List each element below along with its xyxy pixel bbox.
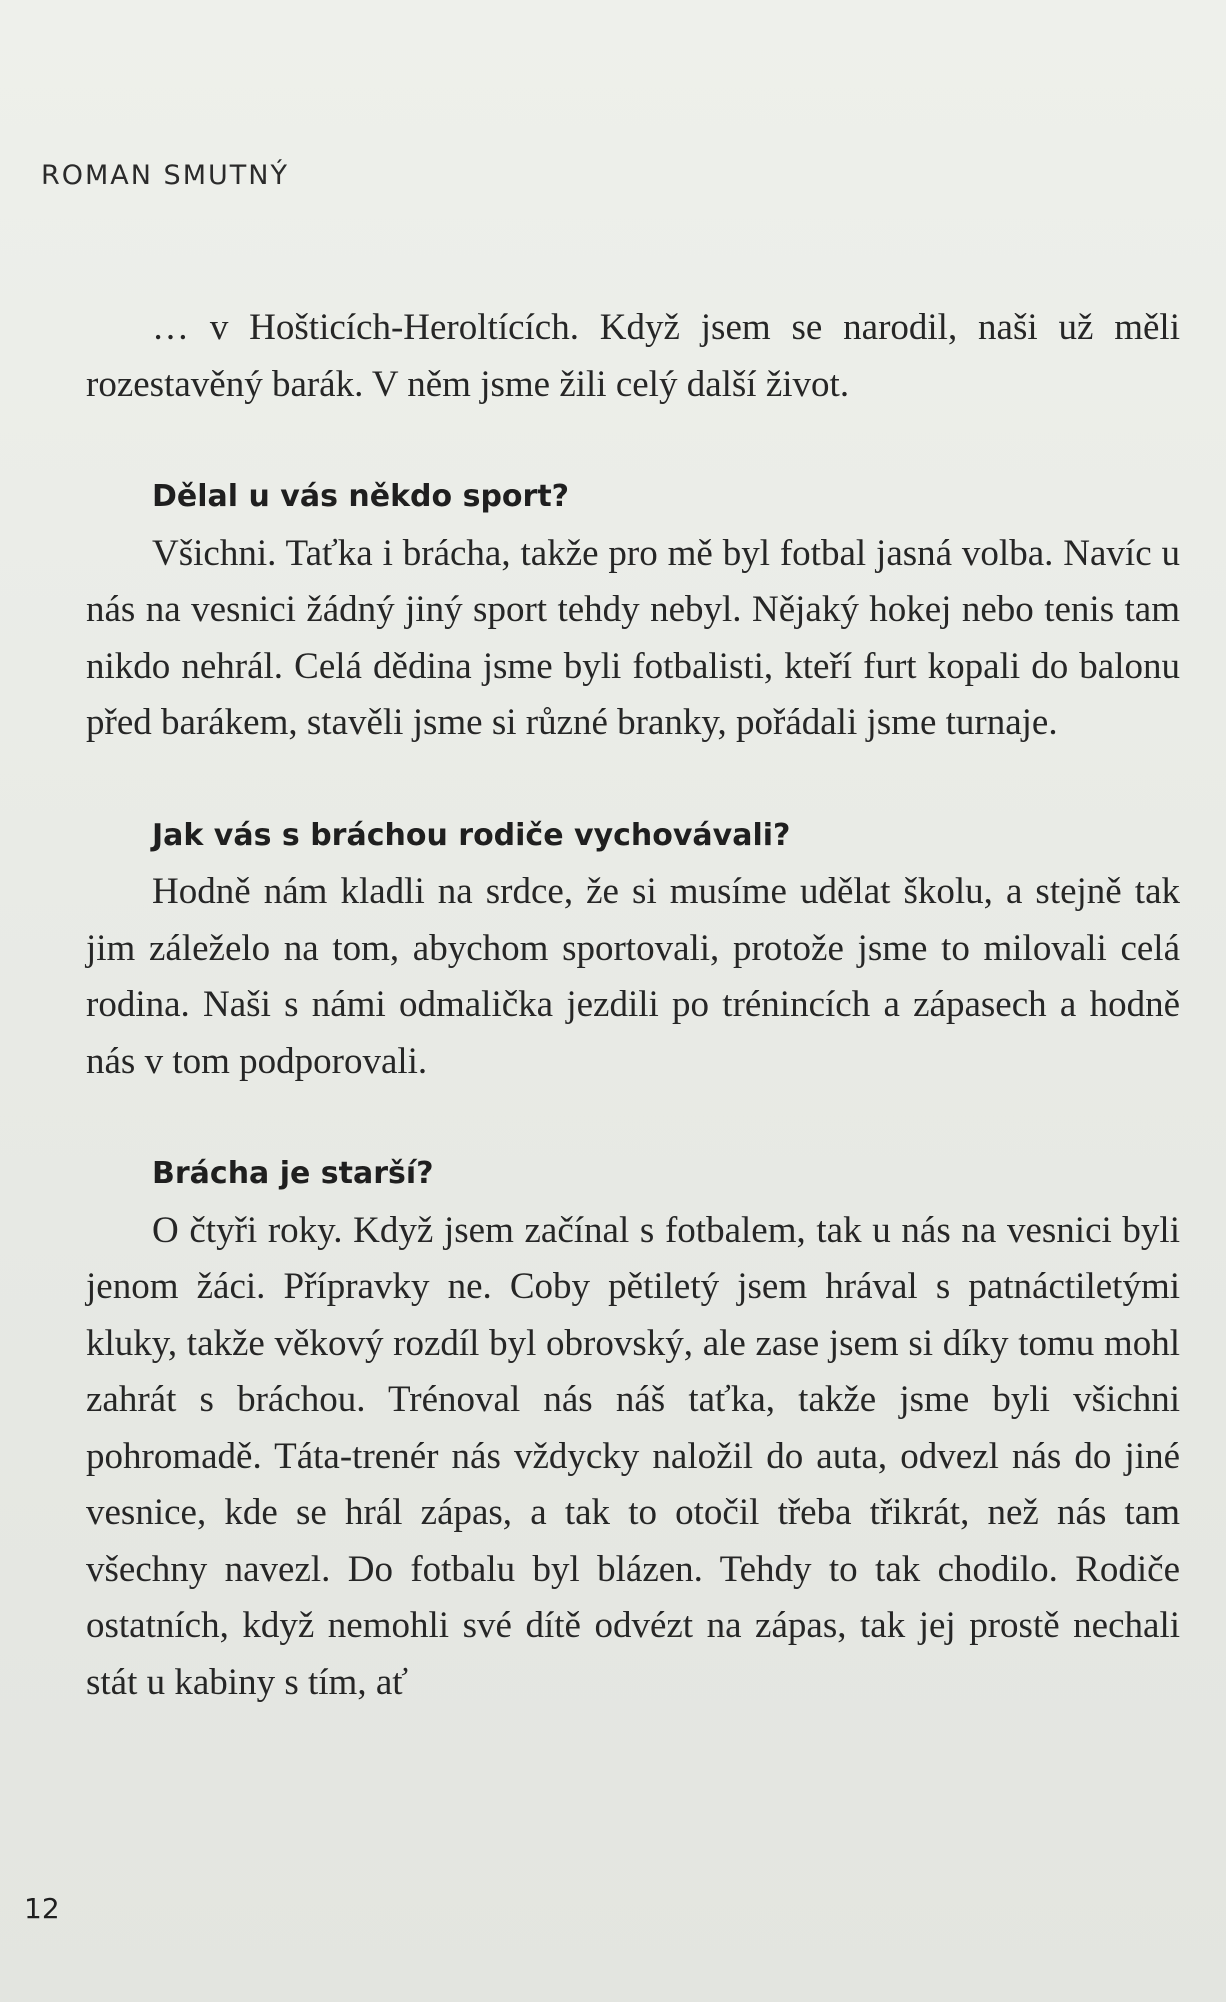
interview-section-brother bbox=[86, 1146, 1180, 1711]
running-head: ROMAN SMUTNÝ bbox=[41, 160, 289, 191]
answer-paragraph: O čtyři roky. Když jsem začínal s fotbalem, tak u nás na vesnici byli jenom žáci. Přípravky ne. Coby pětiletý jsem hrával s patnáctiletými kluky, takže věkový rozdíl byl obrovský, ale zase jsem si díky tomu mohl zahrát s bráchou. Trénoval nás náš taťka, takže jsme byli všichni pohromadě. Táta-trenér nás vždycky naložil do auta, odvezl nás do jiné vesnice, kde se hrál zápas, a tak to otočil třeba třikrát, než nás tam všechny navezl. Do fotbalu byl blázen. Tehdy to tak chodilo. Rodiče ostatních, když nemohli své dítě odvézt na zápas, tak jej prostě nechali stát u kabiny s tím, ať bbox=[86, 1209, 1180, 1703]
question-heading: Dělal u vás někdo sport? bbox=[152, 479, 570, 514]
page-number: 12 bbox=[24, 1892, 60, 1925]
body-text bbox=[86, 300, 1180, 1711]
interview-section-upbringing bbox=[86, 808, 1180, 1091]
answer-paragraph: Všichni. Taťka i brácha, takže pro mě byl fotbal jasná volba. Navíc u nás na vesnici žádný jiný sport tehdy nebyl. Nějaký hokej nebo tenis tam nikdo nehrál. Celá dědina jsme byli fotbalisti, kteří furt kopali do balonu před barákem, stavěli jsme si různé branky, pořádali jsme turnaje. bbox=[86, 532, 1180, 743]
intro-paragraph: … v Hošticích-Heroltících. Když jsem se narodil, naši už měli rozestavěný barák. V něm jsme žili celý další život. bbox=[86, 307, 1180, 405]
answer-paragraph: Hodně nám kladli na srdce, že si musíme udělat školu, a stejně tak jim záleželo na tom, abychom sportovali, protože jsme to milovali celá rodina. Naši s námi odmalička jezdili po trénincích a zápasech a hodně nás v tom podporovali. bbox=[86, 871, 1180, 1082]
question-heading: Brácha je starší? bbox=[152, 1156, 434, 1191]
interview-section-sport bbox=[86, 469, 1180, 752]
question-heading: Jak vás s bráchou rodiče vychovávali? bbox=[152, 817, 791, 853]
